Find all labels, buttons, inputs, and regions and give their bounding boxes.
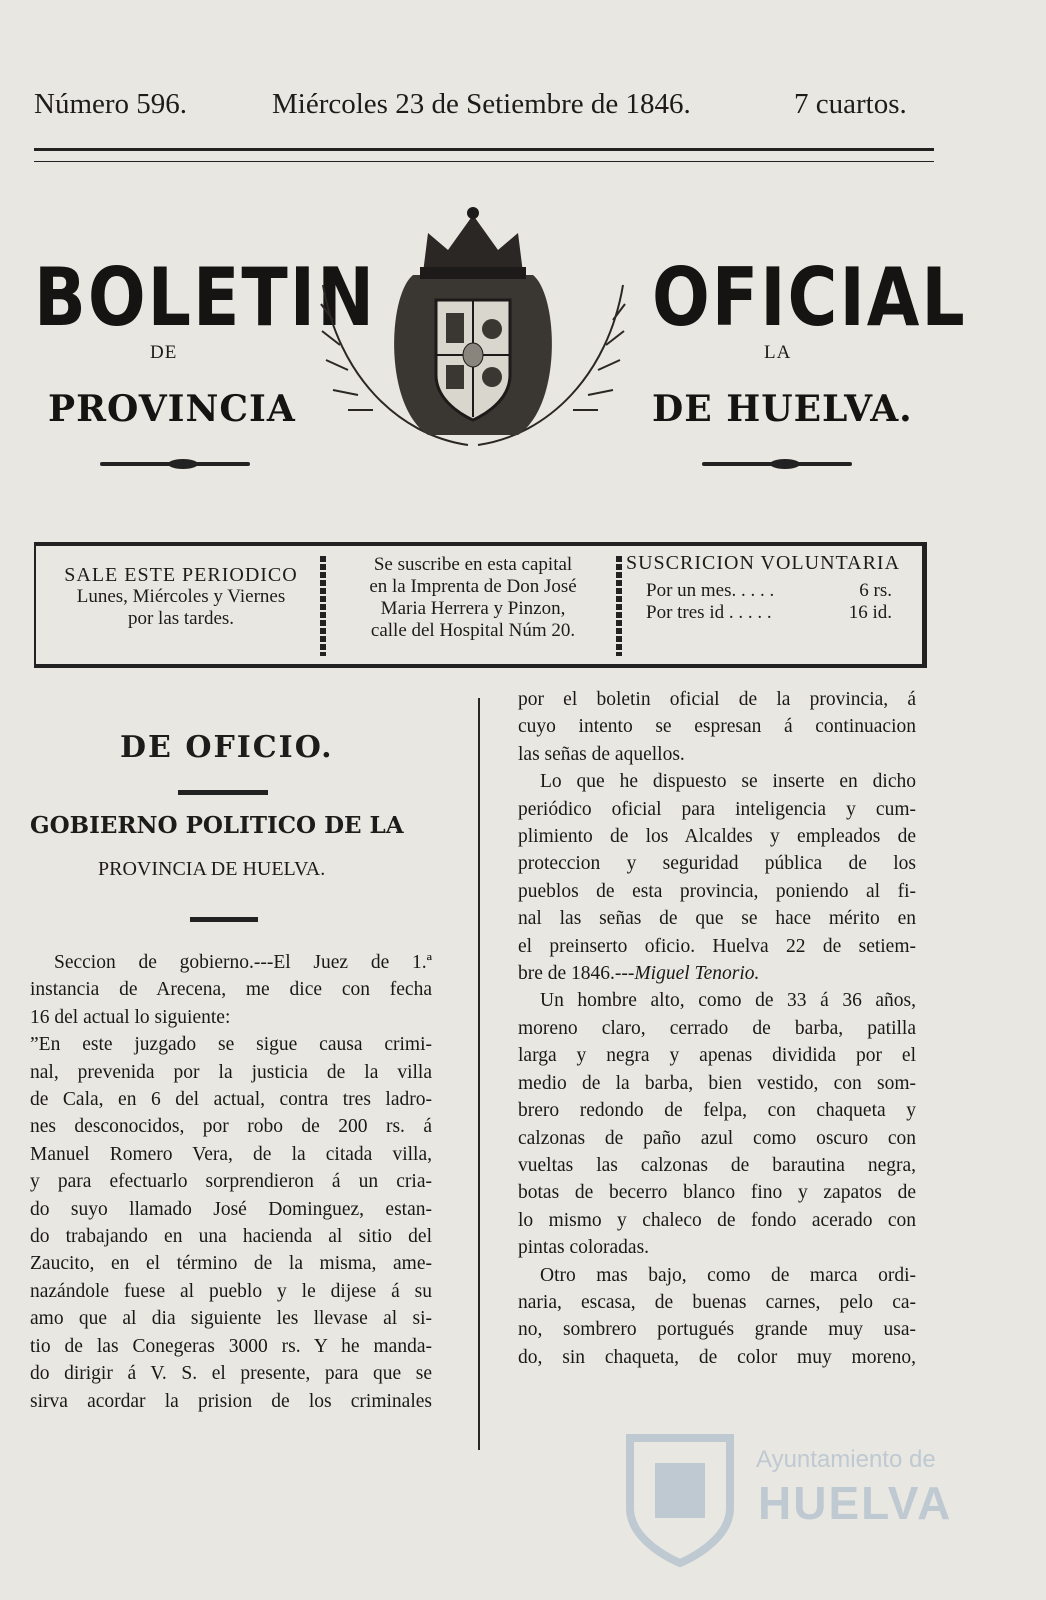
subscription-prices [624,552,902,624]
gobierno-title: GOBIERNO POLITICO DE LA [30,812,404,839]
ayuntamiento-watermark [620,1418,953,1568]
text-line: brero redondo de felpa, con chaqueta y [518,1100,916,1122]
text-line: de Cala, en 6 del actual, contra tres ladro- [30,1089,432,1111]
text-line: pueblos de esta provincia, poniendo al fi- [518,880,916,902]
text-line: pintas coloradas. [518,1237,650,1259]
masthead-boletin: BOLETIN [34,252,377,346]
price-label: Por un mes. . . . . [646,580,775,601]
place-line-3: Maria Herrera y Pinzon, [380,598,566,619]
text-line: naria, escasa, de buenas carnes, pelo ca- [518,1291,916,1313]
text-line: Zaucito, en el término de la misma, ame- [30,1253,432,1275]
huelva-crest-icon [620,1418,740,1568]
text-line: periódico oficial para inteligencia y cum- [518,798,916,820]
place-line-2: en la Imprenta de Don José [369,576,577,597]
issue-date: Miércoles 23 de Setiembre de 1846. [272,88,691,120]
text-line: botas de becerro blanco fino y zapatos de [518,1182,916,1204]
left-column-text [30,949,432,1415]
masthead-oficial: OFICIAL [652,252,967,346]
price-row [624,574,902,602]
masthead-de: DE [150,342,178,363]
issue-price: 7 cuartos. [794,88,907,120]
schedule-info [46,564,316,630]
subscription-box [34,542,927,668]
schedule-days: Lunes, Miércoles y Viernes [76,586,286,607]
text-line: do dirigir á V. S. el presente, para que se [30,1363,432,1385]
header-rule [34,148,934,162]
text-line: do, sin chaqueta, de color muy moreno, [518,1346,916,1368]
flourish-right [702,462,852,466]
text-line: Seccion de gobierno.---El Juez de 1.ª [54,952,432,973]
text-line: medio de la barba, bien vestido, con som- [518,1072,916,1094]
price-value: 6 rs. [859,580,892,601]
text-line-with-signature [518,960,916,987]
subtitle-rule [190,917,258,922]
text-line: calzonas de paño azul como oscuro con [518,1127,916,1149]
text-line: las señas de aquellos. [518,743,685,765]
place-line-4: calle del Hospital Núm 20. [370,620,576,641]
price-value: 16 id. [848,602,892,623]
text-line: nal, prevenida por la justicia de la villa [30,1061,432,1083]
text-line: sirva acordar la prision de los criminales [30,1390,432,1412]
text-line: el preinserto oficio. Huelva 22 de setiem- [518,935,916,957]
masthead-la: LA [764,342,792,363]
text-line: Un hombre alto, como de 33 á 36 años, [540,990,916,1012]
watermark-line-1: Ayuntamiento de [756,1446,936,1473]
text-line: Otro mas bajo, como de marca ordi- [540,1264,916,1286]
section-de-oficio: DE OFICIO. [120,730,334,765]
text-line: Manuel Romero Vera, de la citada villa, [30,1143,432,1165]
text-line: vueltas las calzonas de barautina negra, [518,1154,916,1176]
royal-coat-of-arms-icon [318,205,628,470]
masthead-de-huelva: DE HUELVA. [652,388,913,430]
gobierno-subtitle: PROVINCIA DE HUELVA. [98,858,326,880]
watermark-line-2: HUELVA [758,1477,953,1529]
signature: Miguel Tenorio. [634,963,760,985]
text-line: larga y negra y apenas dividida por el [518,1045,916,1067]
subscription-place [330,554,616,642]
schedule-heading: SALE ESTE PERIODICO [64,564,298,586]
text-line: por el boletin oficial de la provincia, á [518,689,916,710]
price-row [624,602,902,624]
text-line: Lo que he dispuesto se inserte en dicho [540,771,916,793]
text-line: do trabajando en una hacienda al sitio del [30,1226,432,1248]
text-line: plimiento de los Alcaldes y empleados de [518,826,916,848]
text-line: nazándole fuese al pueblo y le dijese á su [30,1280,432,1302]
prices-heading: SUSCRICION VOLUNTARIA [625,552,901,574]
title-rule [178,790,268,795]
text-line: do suyo llamado José Dominguez, estan- [30,1198,432,1220]
text-line: tio de las Conegeras 3000 rs. Y he manda- [30,1335,432,1357]
place-line-1: Se suscribe en esta capital [373,554,573,575]
box-divider [616,556,622,656]
column-rule [478,698,480,1450]
text-line: instancia de Arecena, me dice con fecha [30,979,432,1001]
text-line: nal las señas de que se hace mérito en [518,908,916,930]
text-line: proteccion y seguridad pública de los [518,853,916,875]
text-line: nes desconocidos, por robo de 200 rs. á [30,1116,432,1138]
text-line: amo que al dia siguiente les llevase al si- [30,1308,432,1330]
text-line: ”En este juzgado se sigue causa crimi- [30,1034,432,1056]
text-line: cuyo intento se espresan á continuacion [518,716,916,738]
text-line: 16 del actual lo siguiente: [30,1006,231,1028]
price-label: Por tres id . . . . . [646,602,772,623]
text-line: moreno claro, cerrado de barba, patilla [518,1017,916,1039]
right-column-text [518,686,916,1371]
text-line: y para efectuarlo sorprendieron á un cria- [30,1171,432,1193]
text-line: lo mismo y chaleco de fondo acerado con [518,1209,916,1231]
issue-number: Número 596. [34,88,188,120]
flourish-left [100,462,250,466]
schedule-time: por las tardes. [127,608,235,629]
date-text: bre de 1846.--- [518,963,635,985]
box-divider [320,556,326,656]
issue-line [34,88,934,128]
text-line: no, sombrero portugués grande muy usa- [518,1319,916,1341]
masthead-provincia: PROVINCIA [48,388,296,430]
